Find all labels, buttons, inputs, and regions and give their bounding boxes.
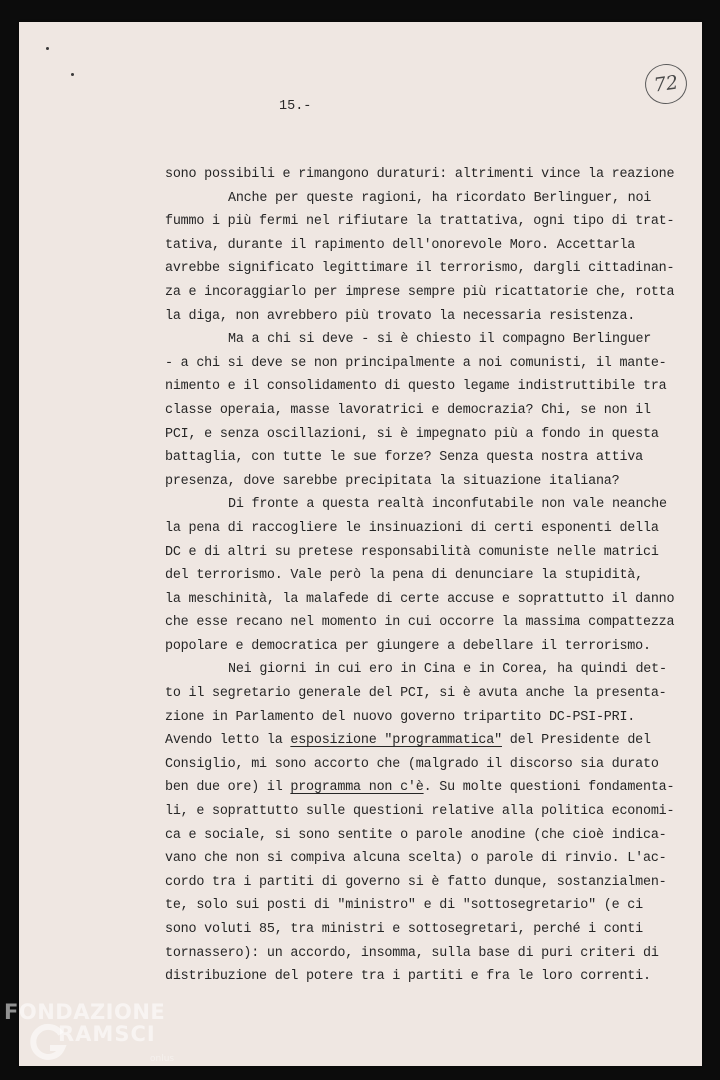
text-segment: del Presidente del xyxy=(501,733,651,749)
text-line: li, e soprattutto sulle questioni relative alla politica economi- xyxy=(165,804,675,820)
text-line: battaglia, con tutte le sue forze? Senza questa nostra attiva xyxy=(165,450,643,466)
fondazione-gramsci-watermark xyxy=(2,1000,192,1075)
text-line: te, solo sui posti di "ministro" e di "sottosegretario" (e ci xyxy=(165,898,643,914)
text-line: Ma a chi si deve - si è chiesto il compagno Berlinguer xyxy=(228,332,652,348)
watermark-suffix: onlus xyxy=(150,1054,175,1064)
text-line: DC e di altri su pretese responsabilità comuniste nelle matrici xyxy=(165,544,659,560)
text-line: la diga, non avrebbero più trovato la necessaria resistenza. xyxy=(165,308,636,324)
text-line: avrebbe significato legittimare il terrorismo, dargli cittadinan- xyxy=(165,261,675,277)
text-line: fummo i più fermi nel rifiutare la trattativa, ogni tipo di trat- xyxy=(165,214,675,230)
text-line: - a chi si deve se non principalmente a noi comunisti, il mante- xyxy=(165,355,667,371)
watermark-line2: RAMSCI xyxy=(58,1022,156,1046)
text-line xyxy=(165,729,651,753)
text-line: tativa, durante il rapimento dell'onorevole Moro. Accettarla xyxy=(165,237,636,253)
text-line: Consiglio, mi sono accorto che (malgrado il discorso sia durato xyxy=(165,756,659,772)
page-number: 15.- xyxy=(279,99,312,114)
underlined-phrase: esposizione "programmatica" xyxy=(290,733,502,749)
text-line: ca e sociale, si sono sentite o parole anodine (che cioè indica- xyxy=(165,827,667,843)
text-line: PCI, e senza oscillazioni, si è impegnato più a fondo in questa xyxy=(165,426,659,442)
handwritten-page-number: 72 xyxy=(642,61,689,106)
text-line: to il segretario generale del PCI, si è avuta anche la presenta- xyxy=(165,686,667,702)
text-line: tornassero): un accordo, insomma, sulla base di puri criteri di xyxy=(165,945,659,961)
underlined-phrase: programma non c'è xyxy=(290,780,424,796)
text-line: cordo tra i partiti di governo si è fatto dunque, sostanzialmen- xyxy=(165,874,667,890)
text-line: Anche per queste ragioni, ha ricordato Berlinguer, noi xyxy=(228,190,652,206)
watermark-line1: FONDAZIONE xyxy=(4,1000,166,1024)
text-line: vano che non si compiva alcuna scelta) o parole di rinvio. L'ac- xyxy=(165,851,667,867)
text-line: la pena di raccogliere le insinuazioni di certi esponenti della xyxy=(165,520,659,536)
text-line: nimento e il consolidamento di questo legame indistruttibile tra xyxy=(165,379,667,395)
paper-speck xyxy=(71,73,74,76)
text-line: distribuzione del potere tra i partiti e fra le loro correnti. xyxy=(165,969,651,985)
text-segment: ben due ore) il xyxy=(165,780,291,796)
body-text xyxy=(165,163,675,989)
paper-speck xyxy=(46,47,49,50)
text-segment: . Su molte questioni fondamenta- xyxy=(423,780,675,796)
text-line: la meschinità, la malafede di certe accuse e soprattutto il danno xyxy=(165,591,675,607)
text-line: popolare e democratica per giungere a debellare il terrorismo. xyxy=(165,638,651,654)
text-line: presenza, dove sarebbe precipitata la situazione italiana? xyxy=(165,473,620,489)
text-line: del terrorismo. Vale però la pena di denunciare la stupidità, xyxy=(165,568,643,584)
text-line: classe operaia, masse lavoratrici e democrazia? Chi, se non il xyxy=(165,402,651,418)
text-line xyxy=(165,776,675,800)
text-line: Di fronte a questa realtà inconfutabile non vale neanche xyxy=(228,497,667,513)
text-line: za e incoraggiarlo per imprese sempre più ricattatorie che, rotta xyxy=(165,284,675,300)
text-line: zione in Parlamento del nuovo governo tripartito DC-PSI-PRI. xyxy=(165,709,636,725)
text-line: sono possibili e rimangono duraturi: altrimenti vince la reazione xyxy=(165,167,675,182)
text-segment: Avendo letto la xyxy=(165,733,291,749)
text-line: Nei giorni in cui ero in Cina e in Corea, ha quindi det- xyxy=(228,662,667,678)
text-line: che esse recano nel momento in cui occorre la massima compattezza xyxy=(165,615,675,631)
text-line: sono voluti 85, tra ministri e sottosegretari, perché i conti xyxy=(165,922,643,937)
